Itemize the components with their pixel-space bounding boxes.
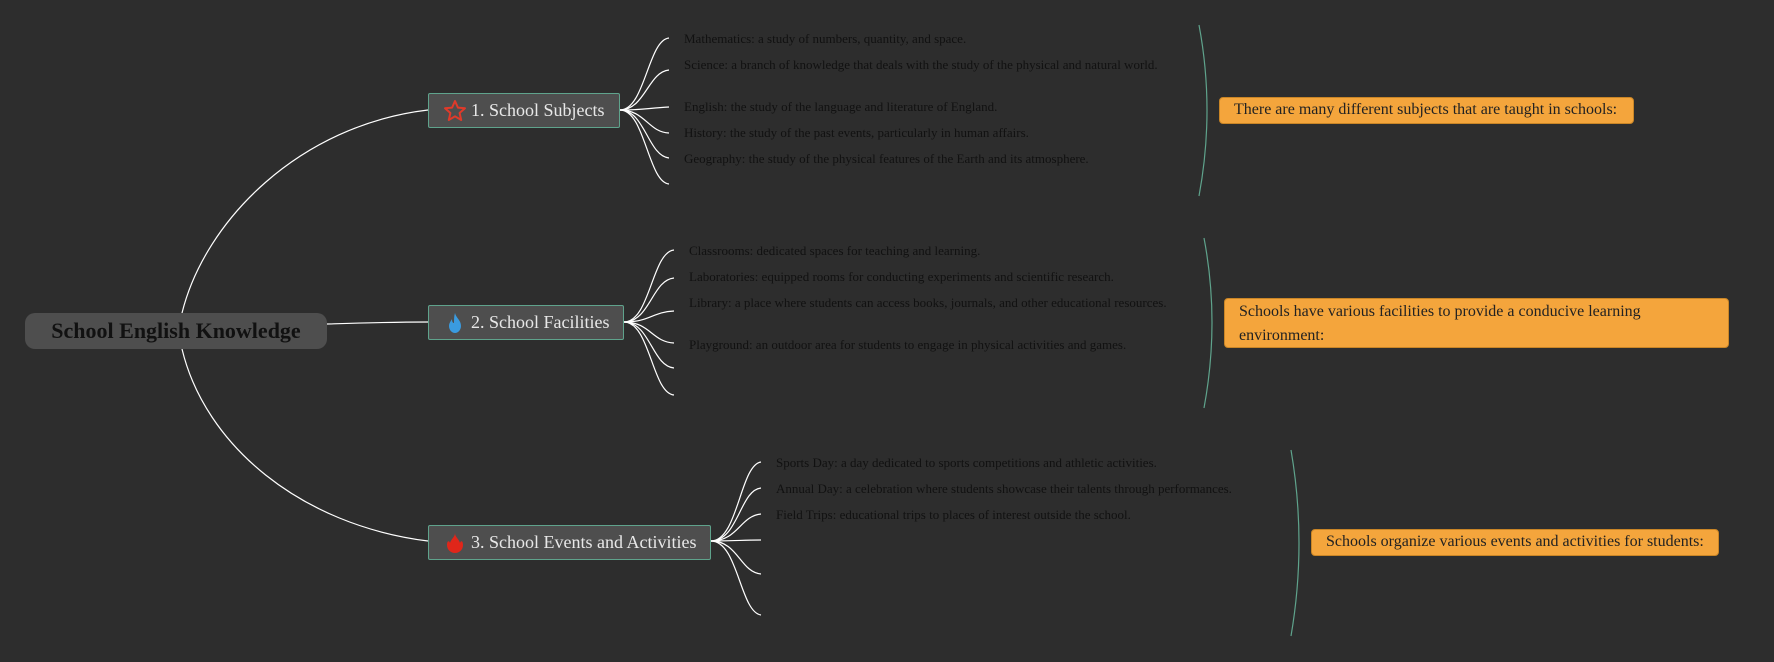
summary-school-events[interactable]: Schools organize various events and activities for students: (1311, 529, 1719, 556)
branch-school-facilities[interactable] (428, 305, 624, 340)
b3-summary-bracket (1291, 450, 1299, 636)
leaf-item[interactable]: Classrooms: dedicated spaces for teaching and learning. (689, 243, 981, 258)
summary-school-facilities[interactable]: Schools have various facilities to provide a conducive learning environment: (1224, 298, 1729, 348)
b2-fan-4 (624, 322, 674, 343)
branch-label: 2. School Facilities (471, 312, 610, 332)
b2-summary-bracket (1204, 238, 1212, 408)
b3-fan-2 (711, 488, 761, 541)
leaf-item[interactable]: Playground: an outdoor area for students to engage in physical activities and games. (689, 337, 1127, 352)
root-branch-1-line (182, 110, 428, 313)
b1-fan-6 (620, 110, 669, 184)
root-node[interactable]: School English Knowledge (25, 313, 327, 349)
b2-fan-5 (624, 322, 674, 368)
branch-label: 1. School Subjects (471, 100, 605, 120)
b3-fan-6 (711, 541, 761, 615)
b2-fan-2 (624, 278, 674, 322)
root-branch-2-line (327, 322, 428, 324)
leaf-item[interactable]: English: the study of the language and literature of England. (684, 99, 998, 114)
leaf-item[interactable]: Annual Day: a celebration where students showcase their talents through performances. (776, 481, 1232, 496)
leaf-item[interactable]: History: the study of the past events, particularly in human affairs. (684, 125, 1029, 140)
b3-fan-3 (711, 514, 761, 541)
b1-fan-2 (620, 70, 669, 110)
root-branch-3-line (182, 349, 428, 541)
leaf-item[interactable]: Library: a place where students can access books, journals, and other educational resources. (689, 295, 1167, 310)
b2-fan-1 (624, 250, 674, 322)
b1-fan-1 (620, 38, 669, 110)
leaf-item[interactable]: Geography: the study of the physical features of the Earth and its atmosphere. (684, 151, 1089, 166)
leaf-item[interactable]: Laboratories: equipped rooms for conducting experiments and scientific research. (689, 269, 1114, 284)
fire-icon (443, 531, 467, 555)
branch-label: 3. School Events and Activities (471, 532, 697, 552)
summary-school-subjects[interactable]: There are many different subjects that are taught in schools: (1219, 97, 1634, 124)
star-icon (443, 99, 467, 123)
flame-icon (443, 311, 467, 335)
b3-fan-1 (711, 462, 761, 541)
branch-school-events[interactable] (428, 525, 711, 560)
branch-school-subjects[interactable] (428, 93, 620, 128)
leaf-item[interactable]: Mathematics: a study of numbers, quantity, and space. (684, 31, 967, 46)
b2-fan-6 (624, 322, 674, 395)
leaf-item[interactable]: Sports Day: a day dedicated to sports competitions and athletic activities. (776, 455, 1157, 470)
leaf-item[interactable]: Science: a branch of knowledge that deals with the study of the physical and natural world. (684, 57, 1158, 72)
leaf-item[interactable]: Field Trips: educational trips to places of interest outside the school. (776, 507, 1131, 522)
b3-fan-5 (711, 541, 761, 574)
b1-summary-bracket (1199, 25, 1207, 196)
b1-fan-5 (620, 110, 669, 158)
